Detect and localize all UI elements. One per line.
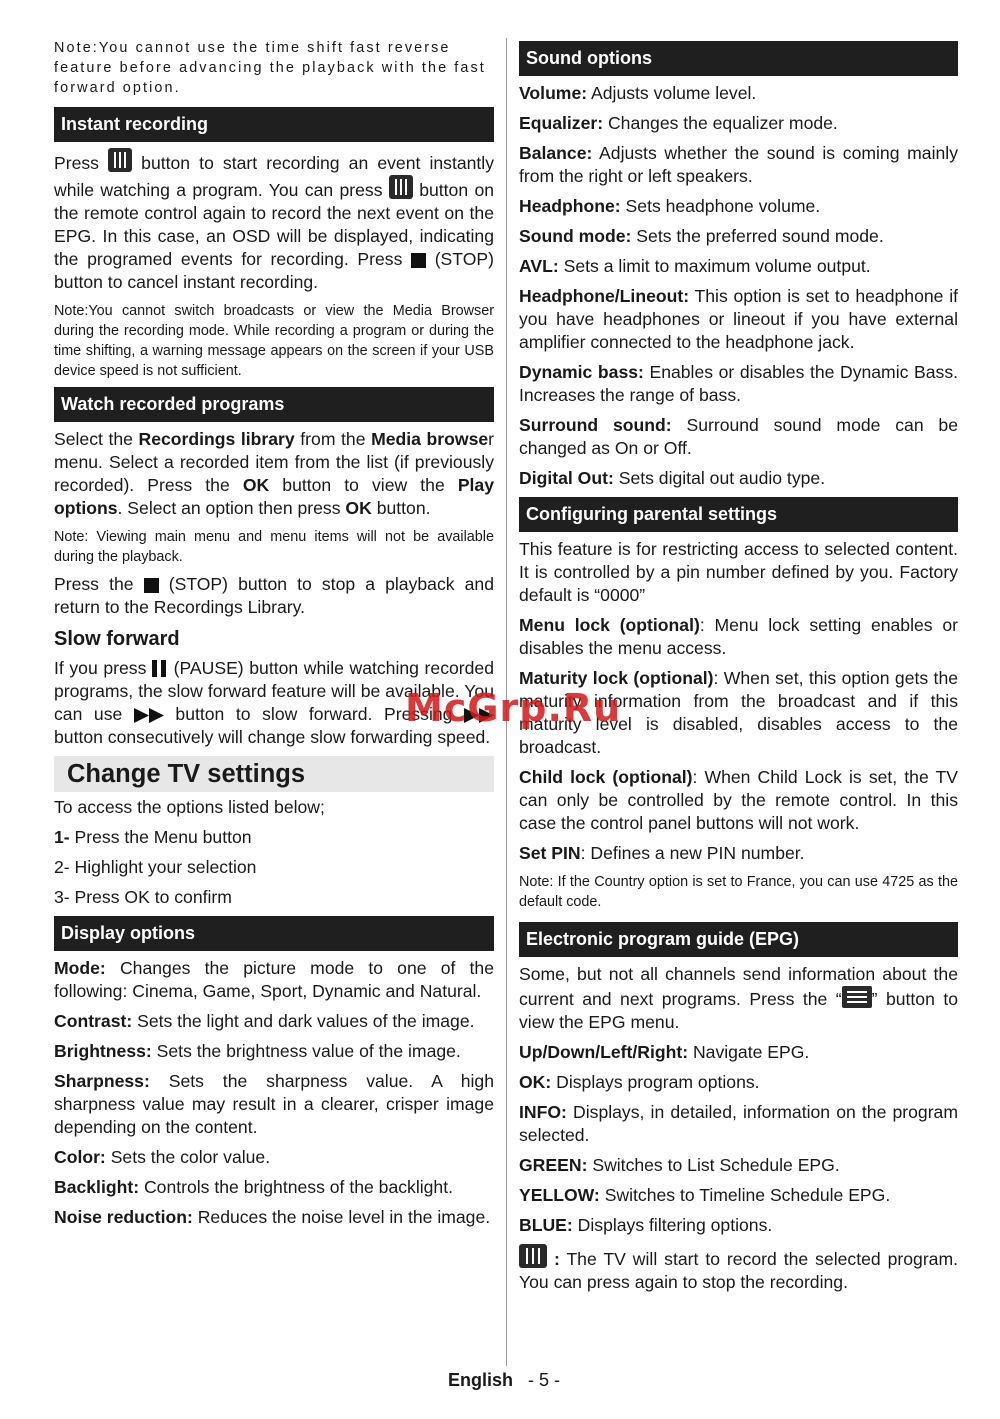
parental-item: Maturity lock (optional): When set, this option gets the maturity information from the broadcast and if this maturity level is disabled, disables access to the broadcast. xyxy=(519,668,959,757)
left-column xyxy=(54,38,494,1236)
step-3: 3- Press OK to confirm xyxy=(54,887,232,907)
section-heading-instant-recording: Instant recording xyxy=(54,107,494,142)
instant-recording-paragraph: Press button to start recording an event instantly while watching a program. You can press button on the remote control again to record the next event on the EPG. In this case, an OSD will be displayed, indicating the programed events for recording. Press (STOP) button to cancel instant recording. xyxy=(54,148,494,294)
stop-icon xyxy=(411,253,426,268)
sound-option-item: Dynamic bass: Enables or disables the Dynamic Bass. Increases the range of bass. xyxy=(519,362,958,405)
display-option-item: Sharpness: Sets the sharpness value. A high sharpness value may result in a clearer, crisper image depending on the content. xyxy=(54,1071,494,1137)
display-option-item: Backlight: Controls the brightness of the backlight. xyxy=(54,1177,453,1197)
sound-option-item: Volume: Adjusts volume level. xyxy=(519,83,757,103)
display-option-item: Brightness: Sets the brightness value of the image. xyxy=(54,1041,461,1061)
change-tv-intro: To access the options listed below; xyxy=(54,797,325,817)
sound-option-item: Balance: Adjusts whether the sound is coming mainly from the right or left speakers. xyxy=(519,143,958,186)
record-icon xyxy=(108,148,132,172)
fast-forward-icon xyxy=(134,708,164,723)
step-2: 2- Highlight your selection xyxy=(54,857,257,877)
record-icon xyxy=(389,175,413,199)
sound-option-item: Sound mode: Sets the preferred sound mode. xyxy=(519,226,884,246)
slow-forward-paragraph: If you press (PAUSE) button while watching recorded programs, the slow forward feature will be available. You can use button to slow forward. Pressing button consecutively will change slow forwarding speed. xyxy=(54,658,494,747)
footer-language: English xyxy=(448,1370,514,1390)
section-heading-parental: Configuring parental settings xyxy=(519,497,958,532)
section-heading-display-options: Display options xyxy=(54,916,494,951)
change-tv-settings-heading: Change TV settings xyxy=(54,756,494,792)
slow-forward-heading: Slow forward xyxy=(54,628,180,650)
watch-recorded-paragraph: Select the Recordings library from the Media browser menu. Select a recorded item from the list (if previously recorded). Press the OK button to view the Play options. Select an option then press OK button. xyxy=(54,429,495,518)
epg-item: INFO: Displays, in detailed, information on the program selected. xyxy=(519,1102,959,1145)
parental-item: Menu lock (optional): Menu lock setting enables or disables the menu access. xyxy=(519,615,958,658)
stop-icon xyxy=(144,578,159,593)
epg-item: Up/Down/Left/Right: Navigate EPG. xyxy=(519,1042,810,1062)
sound-option-item: Headphone: Sets headphone volume. xyxy=(519,196,821,216)
right-column xyxy=(519,38,958,1301)
display-option-item: Contrast: Sets the light and dark values of the image. xyxy=(54,1011,475,1031)
stop-playback-paragraph: Press the (STOP) button to stop a playback and return to the Recordings Library. xyxy=(54,574,494,617)
display-option-item: Noise reduction: Reduces the noise level in the image. xyxy=(54,1207,491,1227)
step-1: 1- Press the Menu button xyxy=(54,827,252,847)
sound-option-item: Digital Out: Sets digital out audio type. xyxy=(519,468,826,488)
section-heading-sound-options: Sound options xyxy=(519,41,958,76)
sound-option-item: Headphone/Lineout: This option is set to headphone if you have headphones or lineout if you have external amplifier connected to the headphone jack. xyxy=(519,286,958,352)
epg-record-item: : The TV will start to record the selected program. You can press again to stop the recording. xyxy=(519,1244,958,1294)
pause-icon xyxy=(152,660,168,677)
parental-intro: This feature is for restricting access to selected content. It is controlled by a pin number defined by you. Factory default is “0000” xyxy=(519,539,958,605)
parental-item: Child lock (optional): When Child Lock is set, the TV can only be controlled by the remote control. In this case the control panel buttons will not work. xyxy=(519,767,958,833)
epg-item: OK: Displays program options. xyxy=(519,1072,760,1092)
epg-item: BLUE: Displays filtering options. xyxy=(519,1215,773,1235)
sound-option-item: AVL: Sets a limit to maximum volume output. xyxy=(519,256,871,276)
instant-recording-note: Note:You cannot switch broadcasts or view the Media Browser during the recording mode. While recording a program or during the time shifting, a warning message appears on the screen if your USB device speed is not sufficient. xyxy=(54,303,494,379)
display-option-item: Mode: Changes the picture mode to one of the following: Cinema, Game, Sport, Dynamic and Natural. xyxy=(54,958,494,1001)
watch-recorded-note: Note: Viewing main menu and menu items will not be available during the playback. xyxy=(54,529,494,565)
parental-item: Set PIN: Defines a new PIN number. xyxy=(519,843,805,863)
section-heading-epg: Electronic program guide (EPG) xyxy=(519,922,958,957)
epg-intro: Some, but not all channels send information about the current and next programs. Press the “ ” button to view the EPG menu. xyxy=(519,964,958,1032)
epg-item: GREEN: Switches to List Schedule EPG. xyxy=(519,1155,840,1175)
watermark: McGrp.Ru xyxy=(405,686,622,730)
menu-icon xyxy=(842,986,872,1008)
page-number: - 5 - xyxy=(528,1370,561,1390)
record-icon xyxy=(519,1244,547,1268)
epg-item: YELLOW: Switches to Timeline Schedule EPG. xyxy=(519,1185,891,1205)
sound-option-item: Surround sound: Surround sound mode can be changed as On or Off. xyxy=(519,415,959,458)
parental-note: Note: If the Country option is set to France, you can use 4725 as the default code. xyxy=(519,874,958,910)
section-heading-watch-recorded: Watch recorded programs xyxy=(54,387,494,422)
display-option-item: Color: Sets the color value. xyxy=(54,1147,271,1167)
sound-option-item: Equalizer: Changes the equalizer mode. xyxy=(519,113,838,133)
intro-note: Note:You cannot use the time shift fast reverse feature before advancing the playback with the fast forward option. xyxy=(54,40,486,96)
page-footer xyxy=(448,1370,560,1391)
